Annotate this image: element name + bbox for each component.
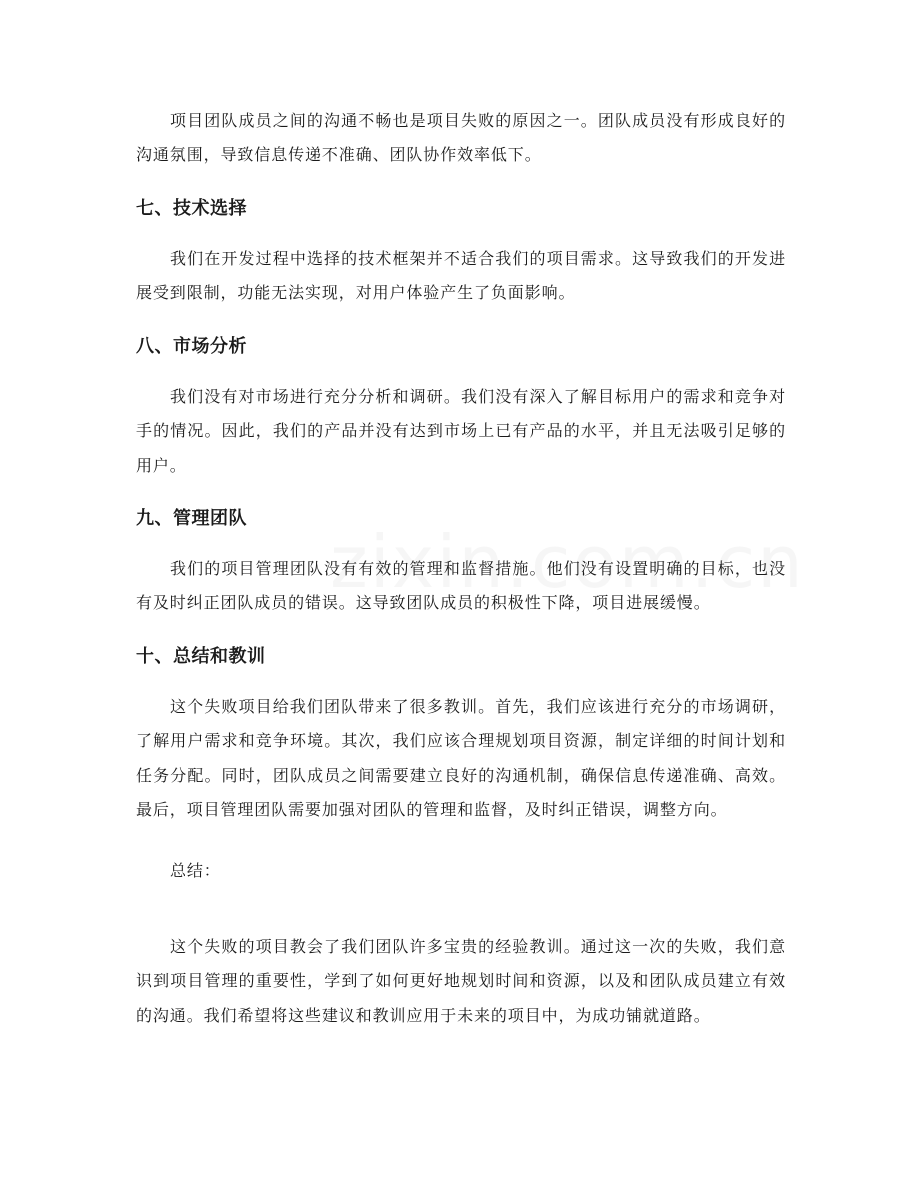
paragraph-communication: 项目团队成员之间的沟通不畅也是项目失败的原因之一。团队成员没有形成良好的沟通氛围，导致信息传递不准确、团队协作效率低下。 xyxy=(136,111,786,165)
summary-label: 总结： xyxy=(170,861,221,880)
heading-tech-choice: 七、技术选择 xyxy=(136,198,247,219)
paragraph-management-team: 我们的项目管理团队没有有效的管理和监督措施。他们没有设置明确的目标，也没有及时纠正团队成员的错误。这导致团队成员的积极性下降，项目进展缓慢。 xyxy=(136,559,786,613)
heading-management-team: 九、管理团队 xyxy=(136,508,247,529)
paragraph-summary-lessons: 这个失败项目给我们团队带来了很多教训。首先，我们应该进行充分的市场调研，了解用户需求和竞争环境。其次，我们应该合理规划项目资源，制定详细的时间计划和任务分配。同时，团队成员之间需要建立良好的沟通机制，确保信息传递准确、高效。最后，项目管理团队需要加强对团队的管理和监督，及时纠正错误，调整方向。 xyxy=(136,697,786,819)
heading-summary-lessons: 十、总结和教训 xyxy=(136,646,266,667)
paragraph-tech-choice: 我们在开发过程中选择的技术框架并不适合我们的项目需求。这导致我们的开发进展受到限制，功能无法实现，对用户体验产生了负面影响。 xyxy=(136,249,786,303)
paragraph-market-analysis: 我们没有对市场进行充分分析和调研。我们没有深入了解目标用户的需求和竞争对手的情况。因此，我们的产品并没有达到市场上已有产品的水平，并且无法吸引足够的用户。 xyxy=(136,387,786,475)
heading-market-analysis: 八、市场分析 xyxy=(136,336,247,357)
paragraph-summary: 这个失败的项目教会了我们团队许多宝贵的经验教训。通过这一次的失败，我们意识到项目管理的重要性，学到了如何更好地规划时间和资源，以及和团队成员建立有效的沟通。我们希望将这些建议和教训应用于未来的项目中，为成功铺就道路。 xyxy=(136,937,786,1025)
